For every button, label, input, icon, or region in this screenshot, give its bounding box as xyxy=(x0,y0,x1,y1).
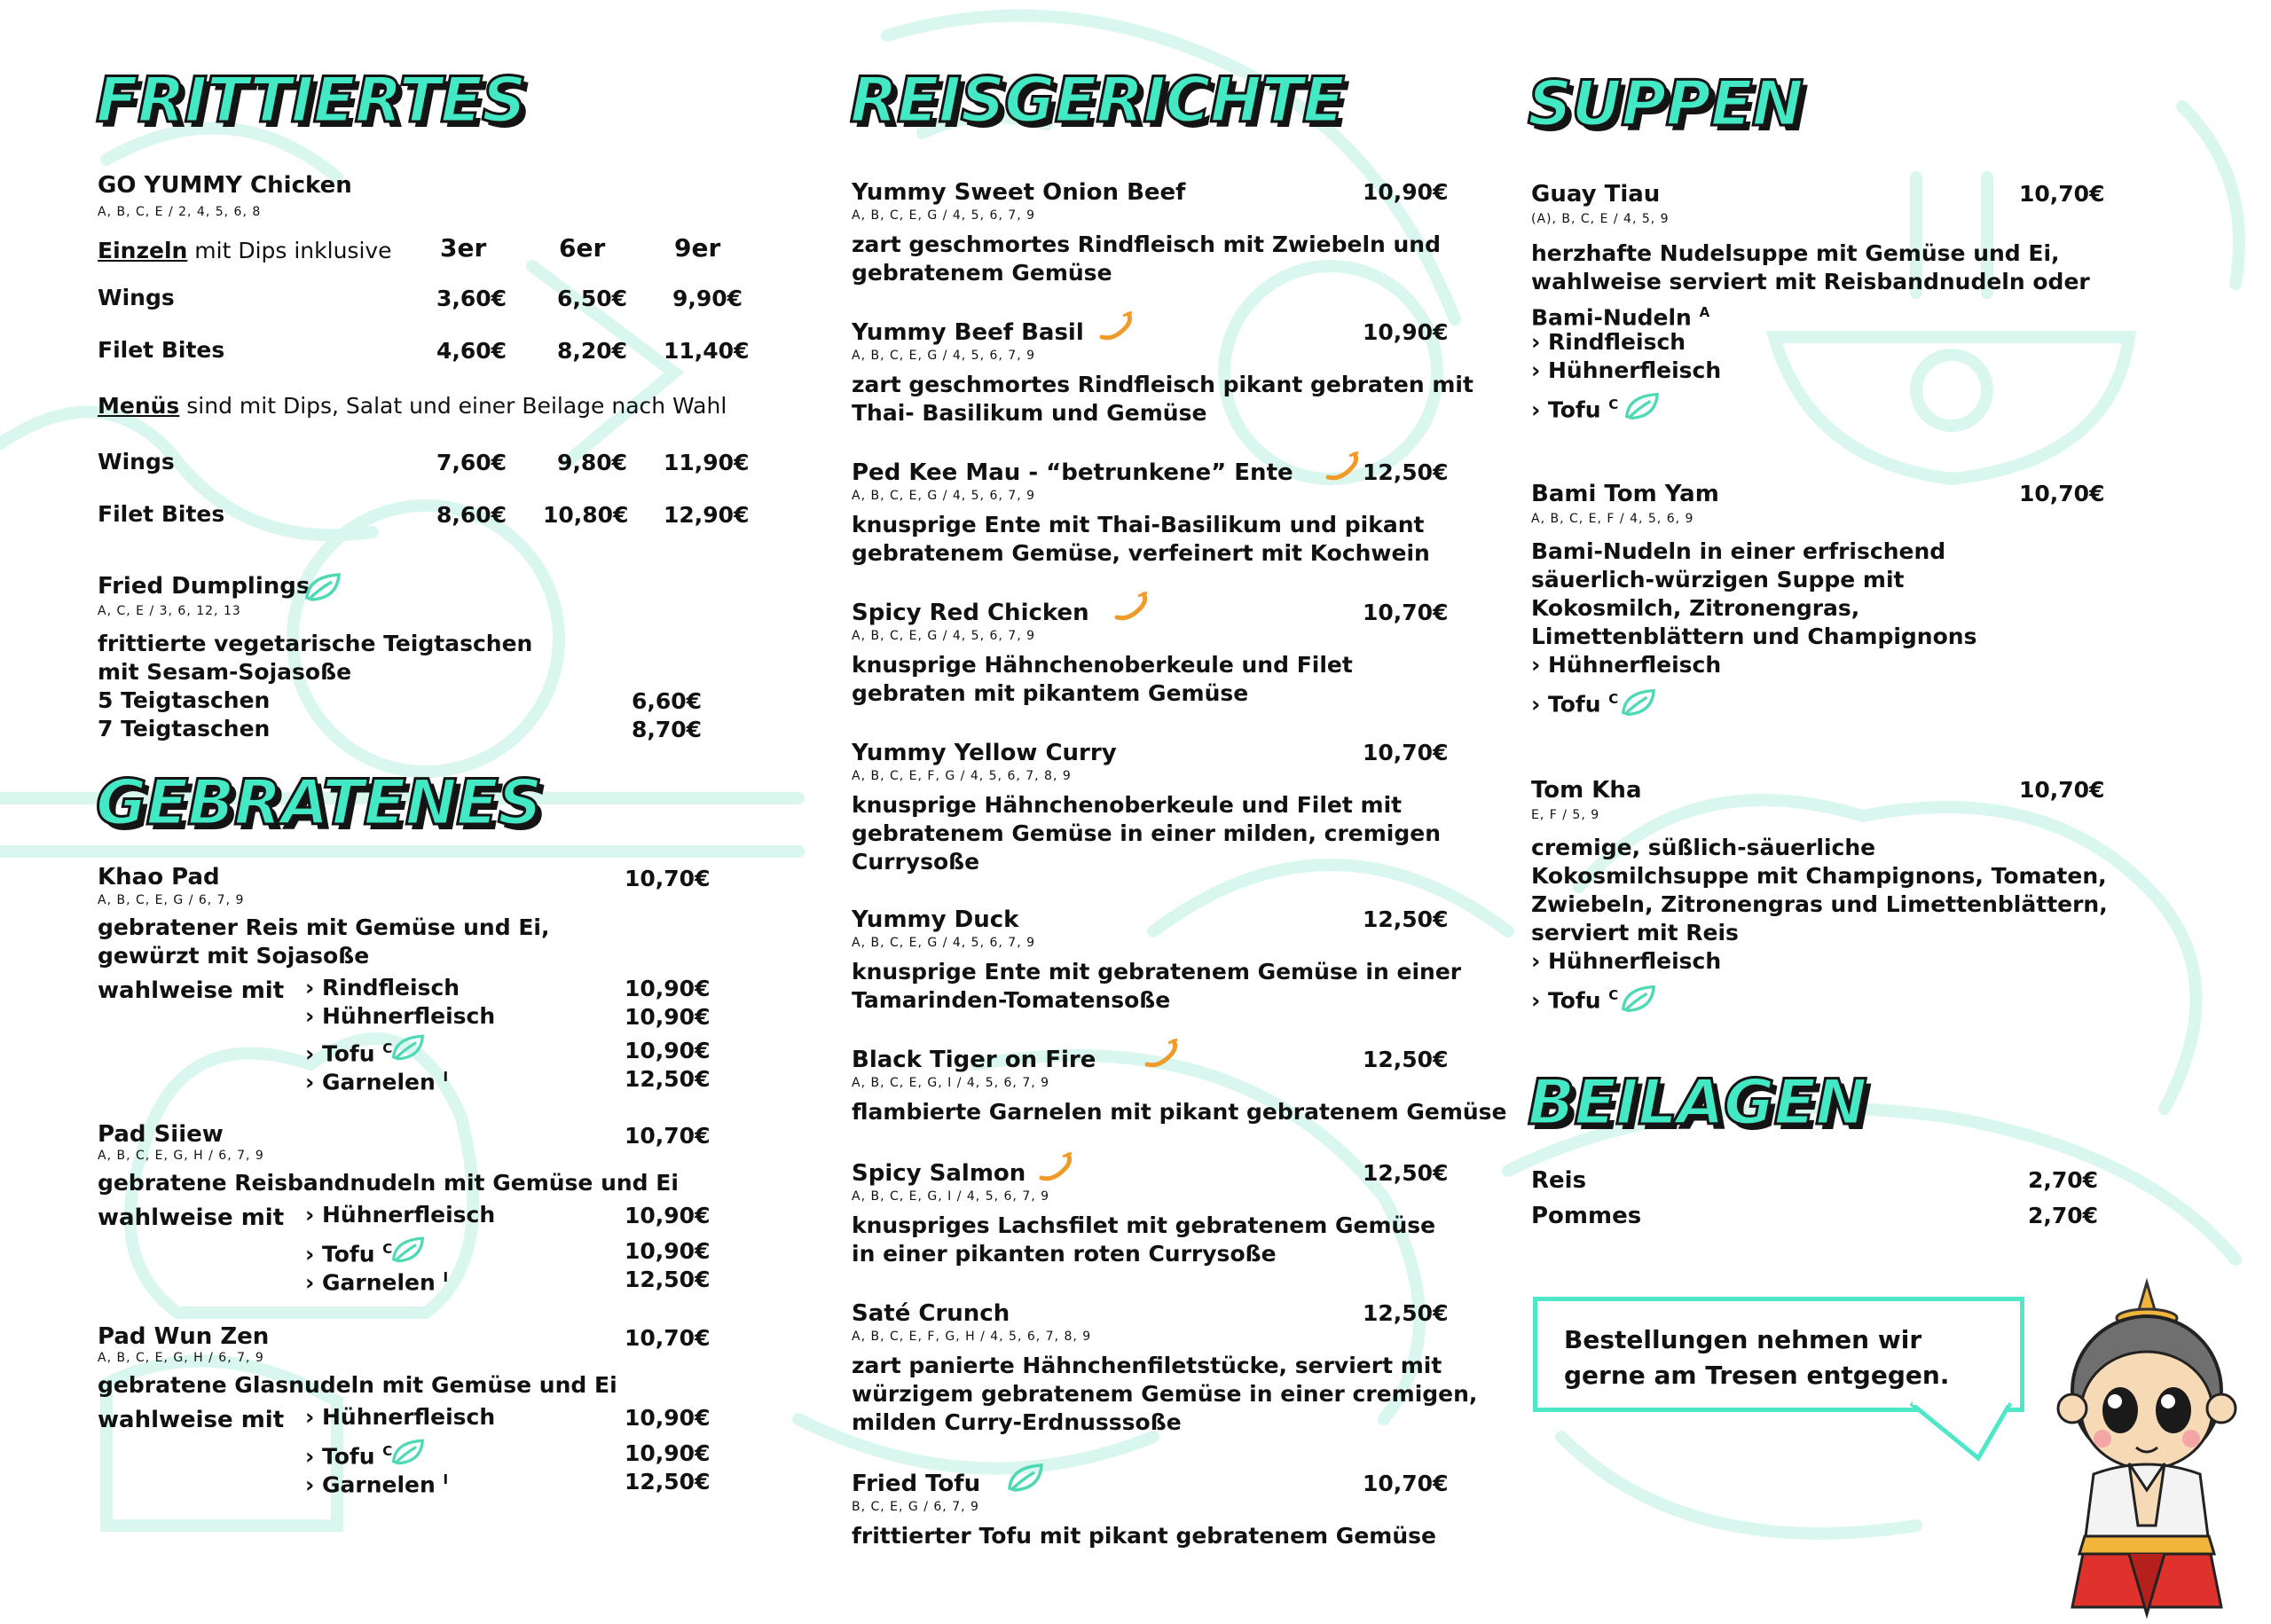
khao-pad-option-sup: C xyxy=(382,1040,393,1056)
pad-wun-zen-option xyxy=(305,1465,448,1499)
einzeln-rest: mit Dips inklusive xyxy=(187,238,392,263)
reis-item-allergens: A, B, C, E, G / 4, 5, 6, 7, 9 xyxy=(852,489,1036,503)
beilage-price: 2,70€ xyxy=(2028,1203,2099,1228)
reis-item-price: 10,70€ xyxy=(1363,740,1449,765)
leaf-icon xyxy=(390,1032,426,1063)
khao-pad-desc: gewürzt mit Sojasoße xyxy=(98,943,370,969)
menu-row-price: 8,60€ xyxy=(436,502,507,528)
col-header-3er: 3er xyxy=(440,233,487,263)
order-note-text xyxy=(1564,1322,1949,1393)
chili-icon xyxy=(1142,1038,1181,1070)
bami-tom-yam-option-sup: C xyxy=(1608,691,1619,707)
khao-pad-allergens: A, B, C, E, G / 6, 7, 9 xyxy=(98,893,245,907)
single-row-label: Filet Bites xyxy=(98,337,225,363)
reis-item-desc: milden Curry-Erdnusssoße xyxy=(852,1409,1182,1435)
pad-siiew-option-price: 10,90€ xyxy=(625,1203,711,1228)
fried-dumplings-name: Fried Dumplings xyxy=(98,573,310,600)
leaf-icon xyxy=(303,571,342,603)
chili-icon xyxy=(1323,451,1362,482)
pad-wun-zen-option-sup: C xyxy=(382,1443,393,1459)
go-yummy-chicken-allergens: A, B, C, E / 2, 4, 5, 6, 8 xyxy=(98,205,262,219)
dumplings-option: 7 Teigtaschen xyxy=(98,716,271,741)
reis-item-desc: knusprige Hähnchenoberkeule und Filet xyxy=(852,652,1353,678)
khao-pad-option-price: 10,90€ xyxy=(625,1038,711,1063)
menus-rest: sind mit Dips, Salat und einer Beilage nach Wahl xyxy=(179,393,727,419)
pad-siiew-name: Pad Siiew xyxy=(98,1121,224,1148)
chili-icon xyxy=(1096,310,1136,342)
single-row-price: 4,60€ xyxy=(436,338,507,364)
reis-item-price: 12,50€ xyxy=(1363,459,1449,485)
bami-tom-yam-allergens: A, B, C, E, F / 4, 5, 6, 9 xyxy=(1531,512,1694,526)
reis-item-allergens: A, B, C, E, F, G, H / 4, 5, 6, 7, 8, 9 xyxy=(852,1330,1092,1344)
reis-item-desc: flambierte Garnelen mit pikant gebratenem Gemüse xyxy=(852,1099,1507,1125)
reis-item-desc: knusprige Hähnchenoberkeule und Filet mit xyxy=(852,792,1403,818)
tom-kha-desc: Kokosmilchsuppe mit Champignons, Tomaten, xyxy=(1531,863,2107,889)
reis-item-name: Spicy Salmon xyxy=(852,1160,1026,1187)
reis-item-allergens: A, B, C, E, G / 4, 5, 6, 7, 9 xyxy=(852,936,1036,950)
reis-item-allergens: A, B, C, E, G / 4, 5, 6, 7, 9 xyxy=(852,629,1036,643)
menu-row-price: 12,90€ xyxy=(664,502,750,528)
pad-siiew-option-label: › Garnelen xyxy=(305,1269,444,1296)
tom-kha-price: 10,70€ xyxy=(2019,777,2105,803)
reis-item-price: 12,50€ xyxy=(1363,1160,1449,1186)
menu-row-price: 7,60€ xyxy=(436,450,507,475)
bami-tom-yam-option: › Hühnerfleisch xyxy=(1531,652,1722,678)
khao-pad-option-label: › Tofu xyxy=(305,1040,383,1067)
reis-item-desc: knusprige Ente mit Thai-Basilikum und pikant xyxy=(852,512,1425,537)
pad-siiew-price: 10,70€ xyxy=(625,1123,711,1149)
go-yummy-chicken-name: GO YUMMY Chicken xyxy=(98,172,352,199)
pad-wun-zen-option-label: › Garnelen xyxy=(305,1471,444,1498)
single-row-price: 9,90€ xyxy=(672,286,743,311)
speech-bubble-tail xyxy=(1907,1401,2014,1463)
leaf-icon xyxy=(1006,1462,1045,1494)
reis-item-name: Ped Kee Mau - “betrunkene” Ente xyxy=(852,459,1293,486)
pad-siiew-option-sup: I xyxy=(443,1269,449,1285)
menu-row-price: 10,80€ xyxy=(543,502,629,528)
menu-row-price: 9,80€ xyxy=(557,450,628,475)
tom-kha-desc: cremige, süßlich-säuerliche xyxy=(1531,835,1876,860)
reis-item-name: Yummy Duck xyxy=(852,906,1019,933)
reis-item-name: Yummy Beef Basil xyxy=(852,319,1084,346)
pad-siiew-option xyxy=(305,1263,448,1297)
reis-item-name: Black Tiger on Fire xyxy=(852,1047,1096,1073)
reis-item-allergens: A, B, C, E, F, G / 4, 5, 6, 7, 8, 9 xyxy=(852,769,1072,783)
order-note-bubble xyxy=(1533,1297,2024,1412)
khao-pad-option: › Hühnerfleisch xyxy=(305,1003,496,1029)
reis-item-allergens: B, C, E, G / 6, 7, 9 xyxy=(852,1500,979,1514)
bami-tom-yam-desc: Limettenblättern und Champignons xyxy=(1531,624,1977,649)
pad-siiew-wahlweise: wahlweise mit xyxy=(98,1204,285,1231)
heading-suppen: SUPPEN xyxy=(1528,67,1803,140)
order-note-line: gerne am Tresen entgegen. xyxy=(1564,1361,1950,1390)
khao-pad-name: Khao Pad xyxy=(98,864,220,890)
pad-wun-zen-name: Pad Wun Zen xyxy=(98,1323,270,1350)
guay-tiau-option-sup: C xyxy=(1608,396,1619,412)
khao-pad-option-price: 10,90€ xyxy=(625,976,711,1001)
khao-pad-desc: gebratener Reis mit Gemüse und Ei, xyxy=(98,914,550,940)
monk-mascot-illustration xyxy=(2031,1277,2262,1621)
reis-item-name: Fried Tofu xyxy=(852,1471,981,1497)
reis-item-price: 12,50€ xyxy=(1363,1047,1449,1072)
guay-tiau-desc: wahlweise serviert mit Reisbandnudeln oder xyxy=(1531,269,2090,294)
pad-wun-zen-option: › Hühnerfleisch xyxy=(305,1404,496,1430)
reis-item-desc: gebratenem Gemüse xyxy=(852,260,1112,286)
reis-item-desc: knuspriges Lachsfilet mit gebratenem Gemüse xyxy=(852,1212,1436,1238)
bami-tom-yam-desc: Bami-Nudeln in einer erfrischend xyxy=(1531,538,1946,564)
reis-item-desc: zart panierte Hähnchenfiletstücke, serviert mit xyxy=(852,1353,1442,1378)
single-row-price: 8,20€ xyxy=(557,338,628,364)
heading-reisgerichte: REISGERICHTE xyxy=(850,64,1344,137)
pad-siiew-option-price: 12,50€ xyxy=(625,1267,711,1292)
guay-tiau-allergens: (A), B, C, E / 4, 5, 9 xyxy=(1531,212,1670,226)
bami-tom-yam-price: 10,70€ xyxy=(2019,481,2105,506)
guay-tiau-desc: herzhafte Nudelsuppe mit Gemüse und Ei, xyxy=(1531,240,2060,266)
heading-beilagen: BEILAGEN xyxy=(1528,1066,1866,1139)
beilage-price: 2,70€ xyxy=(2028,1167,2099,1193)
pad-wun-zen-price: 10,70€ xyxy=(625,1325,711,1351)
dumplings-option: 5 Teigtaschen xyxy=(98,687,271,713)
reis-item-desc: Currysoße xyxy=(852,849,980,875)
reis-item-desc: gebratenem Gemüse, verfeinert mit Kochwein xyxy=(852,540,1430,566)
pad-siiew-option-sup: C xyxy=(382,1241,393,1257)
guay-tiau-desc-text: Bami-Nudeln xyxy=(1531,304,1700,331)
reis-item-desc: frittierter Tofu mit pikant gebratenem Gemüse xyxy=(852,1523,1436,1549)
single-row-price: 3,60€ xyxy=(436,286,507,311)
bami-tom-yam-name: Bami Tom Yam xyxy=(1531,481,1719,507)
reis-item-price: 12,50€ xyxy=(1363,906,1449,932)
tom-kha-option-label: › Tofu xyxy=(1531,987,1609,1014)
khao-pad-option-label: › Garnelen xyxy=(305,1069,444,1095)
tom-kha-option-sup: C xyxy=(1608,987,1619,1003)
reis-item-price: 10,70€ xyxy=(1363,600,1449,625)
reis-item-name: Yummy Sweet Onion Beef xyxy=(852,179,1186,206)
fried-dumplings-allergens: A, C, E / 3, 6, 12, 13 xyxy=(98,604,241,618)
reis-item-price: 12,50€ xyxy=(1363,1300,1449,1326)
menus-line xyxy=(98,395,727,417)
khao-pad-option-price: 12,50€ xyxy=(625,1066,711,1092)
tom-kha-allergens: E, F / 5, 9 xyxy=(1531,808,1600,822)
khao-pad-price: 10,70€ xyxy=(625,866,711,891)
leaf-icon xyxy=(1620,983,1657,1015)
tom-kha-desc: Zwiebeln, Zitronengras und Limettenblättern, xyxy=(1531,891,2108,917)
menu-row-label: Wings xyxy=(98,449,175,475)
tom-kha-option xyxy=(1531,981,1618,1015)
reis-item-allergens: A, B, C, E, G / 4, 5, 6, 7, 9 xyxy=(852,349,1036,363)
beilage-name: Pommes xyxy=(1531,1203,1642,1229)
reis-item-allergens: A, B, C, E, G / 4, 5, 6, 7, 9 xyxy=(852,208,1036,223)
fried-dumplings-desc: mit Sesam-Sojasoße xyxy=(98,659,352,685)
chili-icon xyxy=(1036,1151,1075,1183)
menu-row-label: Filet Bites xyxy=(98,501,225,527)
pad-wun-zen-allergens: A, B, C, E, G, H / 6, 7, 9 xyxy=(98,1351,264,1365)
reis-item-desc: knusprige Ente mit gebratenem Gemüse in einer xyxy=(852,959,1462,985)
reis-item-desc: würzigem gebratenem Gemüse in einer cremigen, xyxy=(852,1381,1478,1407)
reis-item-desc: zart geschmortes Rindfleisch pikant gebraten mit xyxy=(852,372,1473,397)
chili-icon xyxy=(1112,591,1151,623)
reis-item-desc: in einer pikanten roten Currysoße xyxy=(852,1241,1277,1267)
khao-pad-option-sup: I xyxy=(443,1069,449,1085)
reis-item-name: Saté Crunch xyxy=(852,1300,1010,1327)
single-row-label: Wings xyxy=(98,285,175,310)
bami-tom-yam-desc: säuerlich-würzigen Suppe mit xyxy=(1531,567,1905,592)
einzeln-word: Einzeln xyxy=(98,238,188,263)
tom-kha-option: › Hühnerfleisch xyxy=(1531,948,1722,974)
heading-frittiertes: FRITTIERTES xyxy=(96,64,526,137)
pad-siiew-option-price: 10,90€ xyxy=(625,1238,711,1264)
heading-gebratenes: GEBRATENES xyxy=(96,766,542,839)
khao-pad-option-price: 10,90€ xyxy=(625,1004,711,1030)
khao-pad-option: › Rindfleisch xyxy=(305,975,460,1000)
pad-wun-zen-desc: gebratene Glasnudeln mit Gemüse und Ei xyxy=(98,1372,617,1398)
guay-tiau-desc xyxy=(1531,298,1709,332)
khao-pad-wahlweise: wahlweise mit xyxy=(98,977,285,1004)
bami-tom-yam-option-label: › Tofu xyxy=(1531,691,1609,718)
reis-item-name: Yummy Yellow Curry xyxy=(852,740,1117,766)
reis-item-desc: Tamarinden-Tomatensoße xyxy=(852,987,1171,1013)
guay-tiau-name: Guay Tiau xyxy=(1531,181,1661,208)
pad-wun-zen-option-label: › Tofu xyxy=(305,1443,383,1470)
guay-tiau-option xyxy=(1531,390,1618,424)
reis-item-allergens: A, B, C, E, G, I / 4, 5, 6, 7, 9 xyxy=(852,1189,1050,1204)
reis-item-desc: gebratenem Gemüse in einer milden, cremigen xyxy=(852,820,1442,846)
tom-kha-desc: serviert mit Reis xyxy=(1531,920,1739,945)
single-row-price: 11,40€ xyxy=(664,338,750,364)
reis-item-desc: gebraten mit pikantem Gemüse xyxy=(852,680,1249,706)
reis-item-price: 10,70€ xyxy=(1363,1471,1449,1496)
pad-wun-zen-option-price: 10,90€ xyxy=(625,1405,711,1431)
bami-tom-yam-option xyxy=(1531,685,1618,718)
fried-dumplings-desc: frittierte vegetarische Teigtaschen xyxy=(98,631,533,656)
reis-item-name: Spicy Red Chicken xyxy=(852,600,1089,626)
pad-wun-zen-option-sup: I xyxy=(443,1471,449,1487)
khao-pad-option xyxy=(305,1063,448,1096)
pad-wun-zen-option-price: 12,50€ xyxy=(625,1469,711,1495)
order-note-line: Bestellungen nehmen wir xyxy=(1564,1325,1922,1354)
menu-row-price: 11,90€ xyxy=(664,450,750,475)
guay-tiau-option: › Rindfleisch xyxy=(1531,329,1686,355)
col-header-6er: 6er xyxy=(559,233,606,263)
menus-word: Menüs xyxy=(98,393,180,419)
reis-item-allergens: A, B, C, E, G, I / 4, 5, 6, 7, 9 xyxy=(852,1076,1050,1090)
pad-siiew-allergens: A, B, C, E, G, H / 6, 7, 9 xyxy=(98,1149,264,1163)
reis-item-price: 10,90€ xyxy=(1363,179,1449,205)
guay-tiau-desc-sup: A xyxy=(1699,304,1710,320)
single-row-price: 6,50€ xyxy=(557,286,628,311)
pad-wun-zen-option-price: 10,90€ xyxy=(625,1440,711,1466)
pad-siiew-option: › Hühnerfleisch xyxy=(305,1202,496,1228)
leaf-icon xyxy=(1623,390,1661,422)
leaf-icon xyxy=(1620,686,1657,718)
beilage-name: Reis xyxy=(1531,1167,1587,1194)
einzeln-line xyxy=(98,239,392,262)
dumplings-price: 8,70€ xyxy=(632,717,703,742)
guay-tiau-option-label: › Tofu xyxy=(1531,396,1609,423)
guay-tiau-option: › Hühnerfleisch xyxy=(1531,357,1722,383)
pad-wun-zen-wahlweise: wahlweise mit xyxy=(98,1407,285,1433)
tom-kha-name: Tom Kha xyxy=(1531,777,1642,804)
guay-tiau-price: 10,70€ xyxy=(2019,181,2105,207)
reis-item-desc: Thai- Basilikum und Gemüse xyxy=(852,400,1207,426)
reis-item-price: 10,90€ xyxy=(1363,319,1449,345)
reis-item-desc: zart geschmortes Rindfleisch mit Zwiebeln und xyxy=(852,231,1442,257)
bami-tom-yam-desc: Kokosmilch, Zitronengras, xyxy=(1531,595,1860,621)
pad-siiew-option-label: › Tofu xyxy=(305,1241,383,1267)
col-header-9er: 9er xyxy=(674,233,721,263)
leaf-icon xyxy=(390,1235,426,1265)
dumplings-price: 6,60€ xyxy=(632,688,703,714)
leaf-icon xyxy=(390,1437,426,1467)
pad-siiew-desc: gebratene Reisbandnudeln mit Gemüse und Ei xyxy=(98,1170,679,1196)
